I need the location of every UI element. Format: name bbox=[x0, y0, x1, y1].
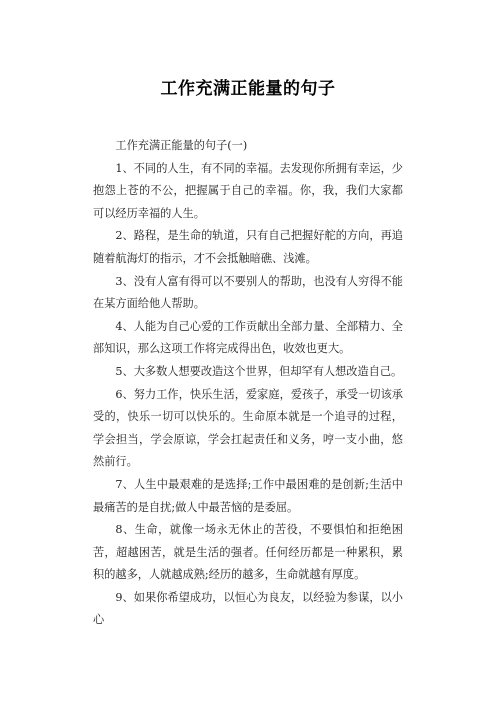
paragraph-2: 2、路程，是生命的轨道，只有自己把握好舵的方向，再追随着航海灯的指示，才不会抵触暗礁、浅滩。 bbox=[93, 229, 403, 265]
paragraph-9: 9、如果你希望成功，以恒心为良友，以经验为参谋，以小心 bbox=[93, 590, 403, 627]
section-heading: 工作充满正能量的句子(一) bbox=[115, 139, 248, 152]
paragraph-6: 6、努力工作，快乐生活，爱家庭，爱孩子，承受一切该承受的，快乐一切可以快乐的。生命原本就是一个追寻的过程，学会担当，学会原谅，学会扛起责任和义务，哼一支小曲，悠然前行。 bbox=[93, 387, 403, 469]
paragraph-7: 7、人生中最艰难的是选择;工作中最困难的是创新;生活中最痛苦的是自扰;做人中最苦恼的是委屈。 bbox=[93, 477, 403, 514]
paragraph-1: 1、不同的人生，有不同的幸福。去发现你所拥有幸运，少抱怨上苍的不公，把握属于自己的幸福。你，我，我们大家都可以经历幸福的人生。 bbox=[93, 161, 403, 220]
paragraph-3: 3、没有人富有得可以不要别人的帮助，也没有人穷得不能在某方面给他人帮助。 bbox=[93, 274, 403, 311]
paragraph-5: 5、大多数人想要改造这个世界，但却罕有人想改造自己。 bbox=[115, 364, 403, 378]
document-body bbox=[93, 135, 403, 632]
document-title: 工作充满正能量的句子 bbox=[160, 79, 336, 99]
paragraph-4: 4、人能为自己心爱的工作贡献出全部力量、全部精力、全部知识，那么这项工作将完成得出色，收效也更大。 bbox=[93, 319, 403, 356]
paragraph-8: 8、生命，就像一场永无休止的苦役，不要惧怕和拒绝困苦，超越困苦，就是生活的强者。任何经历都是一种累积，累积的越多，人就越成熟;经历的越多，生命就越有厚度。 bbox=[93, 523, 403, 582]
